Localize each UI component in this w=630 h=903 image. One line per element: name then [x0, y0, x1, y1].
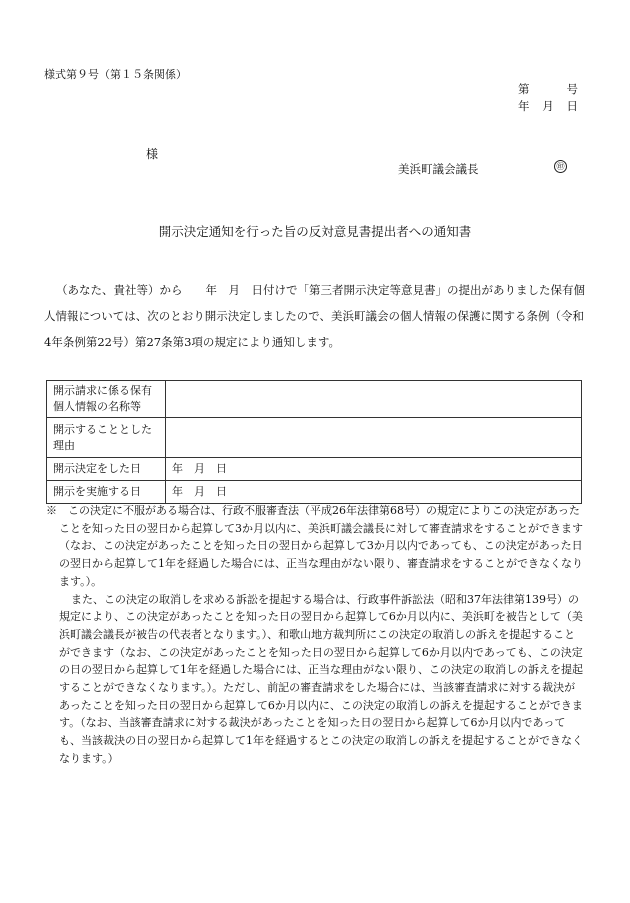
addressee: 様 — [146, 147, 159, 161]
note-lawsuit: また、この決定の取消しを求める訴訟を提起する場合は、行政事件訴訟法（昭和37年法律第139号）の規定により、この決定があったことを知った日の翌日から起算して6か月以内に、美浜町を被告として（美浜町議会議長が被告の代表者となります。）、和歌山地方裁判所にこの決定の取消しの訴えを提起することができます（なお、この決定があったことを知った日の翌日から起算して6か月以内であっても、この決定の日の翌日から起算して1年を経過した場合には、正当な理由がない限り、この決定の取消しの訴えを提起することができなくなります。）。ただし、前記の審査請求をした場合には、当該審査請求に対する裁決があったことを知った日の翌日から起算して6か月以内に、この決定の取消しの訴えを提起することができます。（なお、当該審査請求に対する裁決があったことを知った日の翌日から起算して6か月以内であっても、当該裁決の日の翌日から起算して1年を経過するとこの決定の取消しの訴えを提起することができなくなります。） — [59, 592, 583, 765]
row-label: 開示請求に係る保有個人情報の名称等 — [47, 381, 166, 418]
body-paragraph: （あなた、貴社等）から 年 月 日付けで「第三者開示決定等意見書」の提出がありました保有個人情報については、次のとおり開示決定しましたので、美浜町議会の個人情報の保護に関する条例（令和4年条例第22号）第27条第3項の規定により通知します。 — [44, 283, 585, 349]
note-appeal: ※ この決定に不服がある場合は、行政不服審査法（平成26年法律第68号）の規定によりこの決定があったことを知った日の翌日から起算して3か月以内に、美浜町議会議長に対して審査請求をすることができます（なお、この決定があったことを知った日の翌日から起算して3か月以内であっても、この決定があった日の翌日から起算して1年を経過した場合には、正当な理由がない限り、審査請求をすることができなくなります。）。 — [46, 504, 583, 588]
table-row — [47, 481, 582, 504]
info-table — [46, 380, 582, 504]
document-title: 開示決定通知を行った旨の反対意見書提出者への通知書 — [158, 224, 472, 239]
sender-name: 美浜町議会議長 — [398, 162, 479, 176]
doc-number-row — [518, 81, 578, 98]
date-month: 月 — [542, 99, 554, 113]
seal-icon: ㊞ — [554, 160, 567, 173]
row-label: 開示を実施する日 — [47, 481, 166, 504]
table-row — [47, 418, 582, 458]
date-year: 年 — [518, 99, 530, 113]
doc-number-suffix: 号 — [566, 82, 578, 96]
row-label: 開示決定をした日 — [47, 458, 166, 481]
form-number: 様式第９号（第１５条関係） — [44, 68, 187, 81]
row-value: 年 月 日 — [166, 481, 582, 504]
date-row — [518, 98, 578, 115]
date-day: 日 — [566, 99, 578, 113]
row-label: 開示することとした理由 — [47, 418, 166, 458]
table-row — [47, 381, 582, 418]
notes-section — [46, 502, 586, 768]
doc-number-prefix: 第 — [518, 82, 530, 96]
row-value — [166, 418, 582, 458]
table-row — [47, 458, 582, 481]
row-value — [166, 381, 582, 418]
document-number-block — [518, 81, 578, 115]
row-value: 年 月 日 — [166, 458, 582, 481]
